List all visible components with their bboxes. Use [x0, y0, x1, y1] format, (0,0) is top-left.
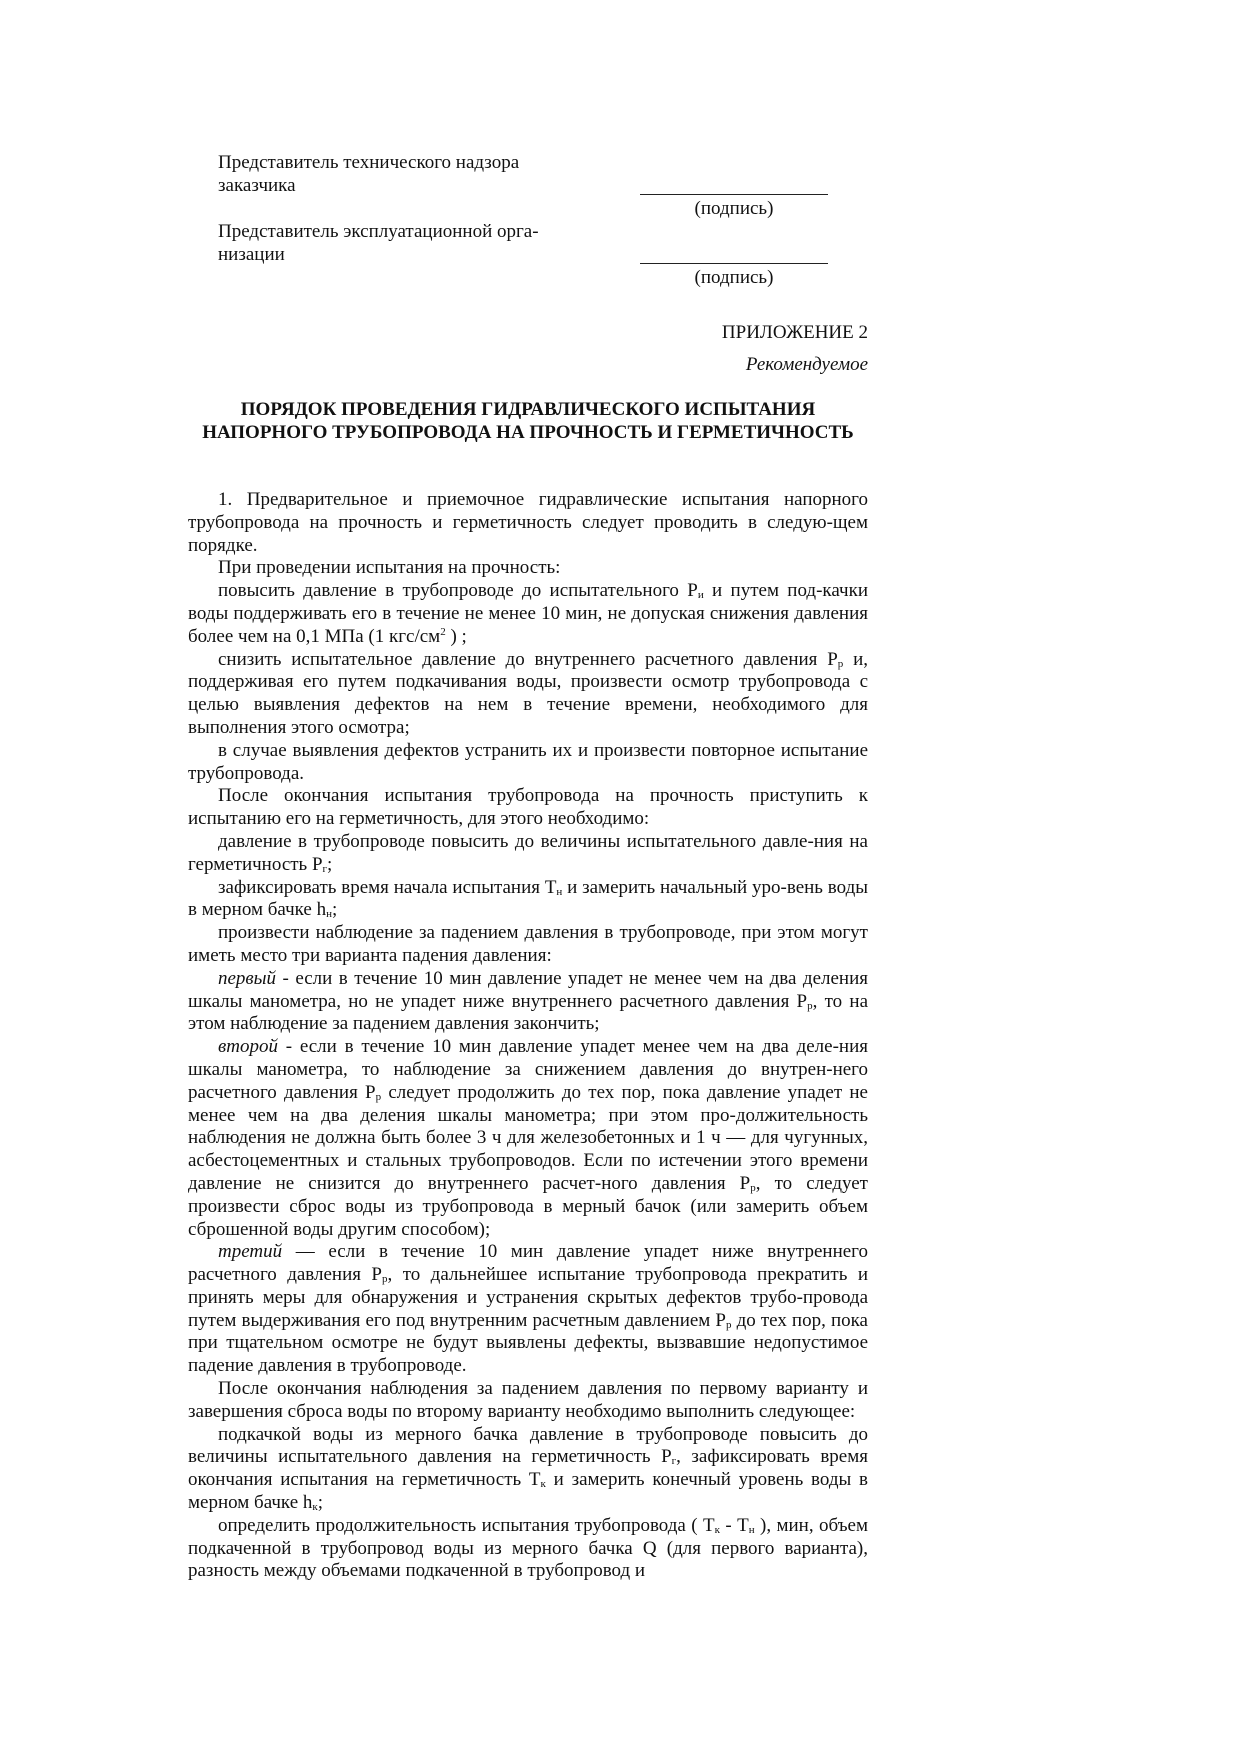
appendix-title: ПРИЛОЖЕНИЕ 2 [721, 322, 868, 343]
paragraph: второй - если в течение 10 мин давление упадет менее чем на два деле-ния шкалы манометра, то наблюдение за снижением давления до внутрен-него расчетного давления $Р_р$ следует продолжить до тех пор, пока давление упадет не менее чем на два деления шкалы манометра; при этом про-должительность наблюдения не должна быть более 3 ч для железобетонных и 1 ч — для чугунных, асбестоцементных и стальных трубопроводов. Если по истечении этого времени давление не снизится до внутреннего расчет-ного давления $Р_р$, то следует произвести сброс воды из трубопровода в мерный бачок (или замерить объем сброшенной воды другим способом); [188, 1036, 868, 1240]
signature-label: Представитель технического надзора заказчика [218, 152, 520, 196]
paragraph: После окончания испытания трубопровода на прочность приступить к испытанию его на герметичность, для этого необходимо: [188, 785, 868, 830]
signature-caption: (подпись) [694, 267, 774, 288]
signature-line [640, 263, 828, 264]
document-body [188, 489, 868, 1583]
appendix-subtitle: Рекомендуемое [745, 354, 868, 375]
signature-block-technical-supervision [218, 151, 848, 219]
paragraph: После окончания наблюдения за падением давления по первому варианту и завершения сброса воды по второму варианту необходимо выполнить следующее: [188, 1378, 868, 1422]
signature-block-operating-organization [218, 220, 848, 288]
document-title: ПОРЯДОК ПРОВЕДЕНИЯ ГИДРАВЛИЧЕСКОГО ИСПЫТАНИЯ НАПОРНОГО ТРУБОПРОВОДА НА ПРОЧНОСТЬ И ГЕРМЕТИЧНОСТЬ [202, 399, 854, 443]
paragraph: 1. Предварительное и приемочное гидравлические испытания напорного трубопровода на прочность и герметичность следует проводить в следую-щем порядке. [188, 489, 868, 556]
paragraph: первый - если в течение 10 мин давление упадет не менее чем на два деления шкалы манометра, но не упадет ниже внутреннего расчетного давления $Р_р$, то на этом наблюдение за падением давления закончить; [188, 967, 869, 1035]
paragraph: снизить испытательное давление до внутреннего расчетного давления $Р_р$ и, поддерживая его путем подкачивания воды, произвести осмотр трубопровода с целью выявления дефектов на нем в течение времени, необходимого для выполнения этого осмотра; [188, 648, 869, 738]
paragraph: в случае выявления дефектов устранить их и произвести повторное испытание трубопровода. [188, 739, 868, 784]
signature-caption: (подпись) [694, 198, 774, 219]
paragraph: повысить давление в трубопроводе до испытательного $Р_и$ и путем под-качки воды поддерживать его в течение не менее 10 мин, не допуская снижения давления более чем на 0,1 МПа (1 кгс/$см^2$ ) ; [188, 580, 868, 647]
paragraph: произвести наблюдение за падением давления в трубопроводе, при этом могут иметь место три варианта падения давления: [188, 922, 868, 966]
paragraph: определить продолжительность испытания трубопровода ( $Т_к - Т_н$ ), мин, объем подкаченной в трубопровод воды из мерного бачка Q (для первого варианта), разность между объемами подкаченной в трубопровод и [188, 1514, 868, 1582]
paragraph: подкачкой воды из мерного бачка давление в трубопроводе повысить до величины испытательного давления на герметичность $Р_г$, зафиксировать время окончания испытания на герметичность $Т_к$ и замерить конечный уровень воды в мерном бачке $h_к$; [188, 1423, 869, 1514]
signature-label: Представитель эксплуатационной орга-низации [218, 221, 539, 265]
signature-line [640, 194, 828, 195]
paragraph: давление в трубопроводе повысить до величины испытательного давле-ния на герметичность $Р_г$; [188, 830, 868, 875]
paragraph: третий — если в течение 10 мин давление упадет ниже внутреннего расчетного давления $Р_р$, то дальнейшее испытание трубопровода прекратить и принять меры для обнаружения и устранения скрытых дефектов трубо-провода путем выдерживания его под внутренним расчетным давлением $Р_р$ до тех пор, пока при тщательном осмотре не будут выявлены дефекты, вызвавшие недопустимое падение давления в трубопроводе. [188, 1241, 868, 1377]
paragraph: зафиксировать время начала испытания $Т_н$ и замерить начальный уро-вень воды в мерном бачке $h_н$; [188, 876, 868, 921]
paragraph: При проведении испытания на прочность: [218, 557, 561, 579]
